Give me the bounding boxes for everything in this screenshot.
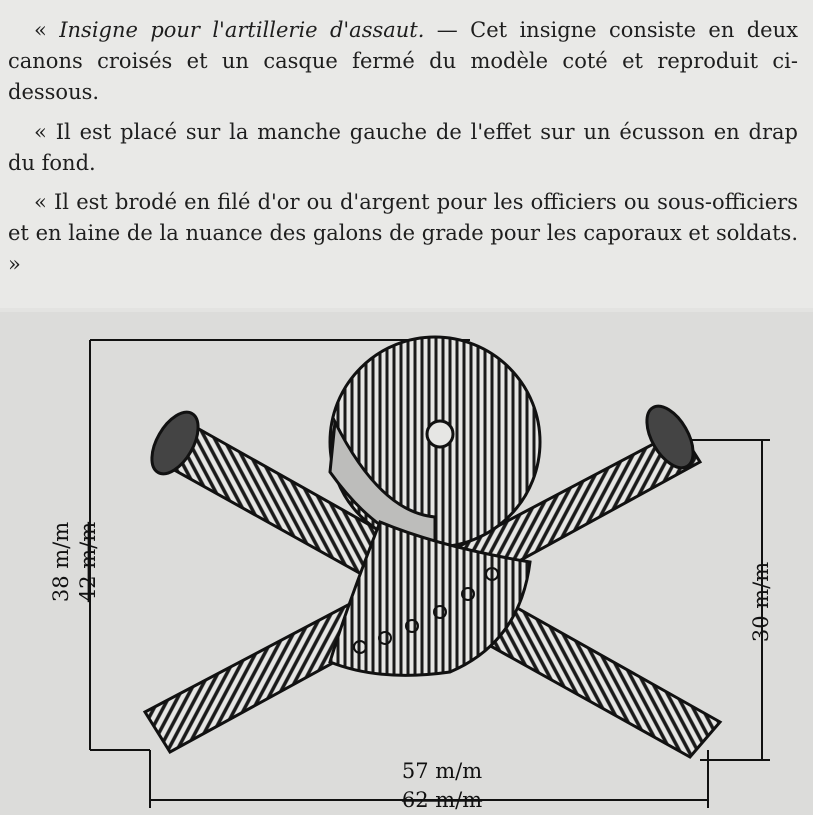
paragraph-1-body: — Cet insigne consiste en deux canons croisés et un casque fermé du modèle coté et reproduit ci-dessous. [8, 18, 798, 104]
insigne-drawing [0, 312, 813, 815]
width-label: 57 m/m [401, 759, 483, 783]
opening-quote: « [34, 18, 47, 42]
paragraph-2: « Il est placé sur la manche gauche de l'effet sur un écusson en drap du fond. [8, 120, 798, 175]
paragraph-3: « Il est brodé en filé d'or ou d'argent pour les officiers ou sous-officiers et en laine de la nuance des galons de grade pour les caporaux et soldats. » [8, 190, 798, 276]
width-label-struck: 62 m/m [401, 788, 483, 812]
insigne-svg [0, 312, 813, 815]
helmet [330, 337, 540, 675]
height-label-struck: 42 m/m [76, 521, 100, 603]
height-dimension [49, 522, 100, 602]
paragraph-1 [8, 15, 798, 108]
right-height-label: 30 m/m [749, 561, 773, 643]
text-section [0, 0, 813, 308]
insigne-title: Insigne pour l'artillerie d'assaut. [59, 18, 425, 42]
height-label: 38 m/m [49, 521, 73, 603]
